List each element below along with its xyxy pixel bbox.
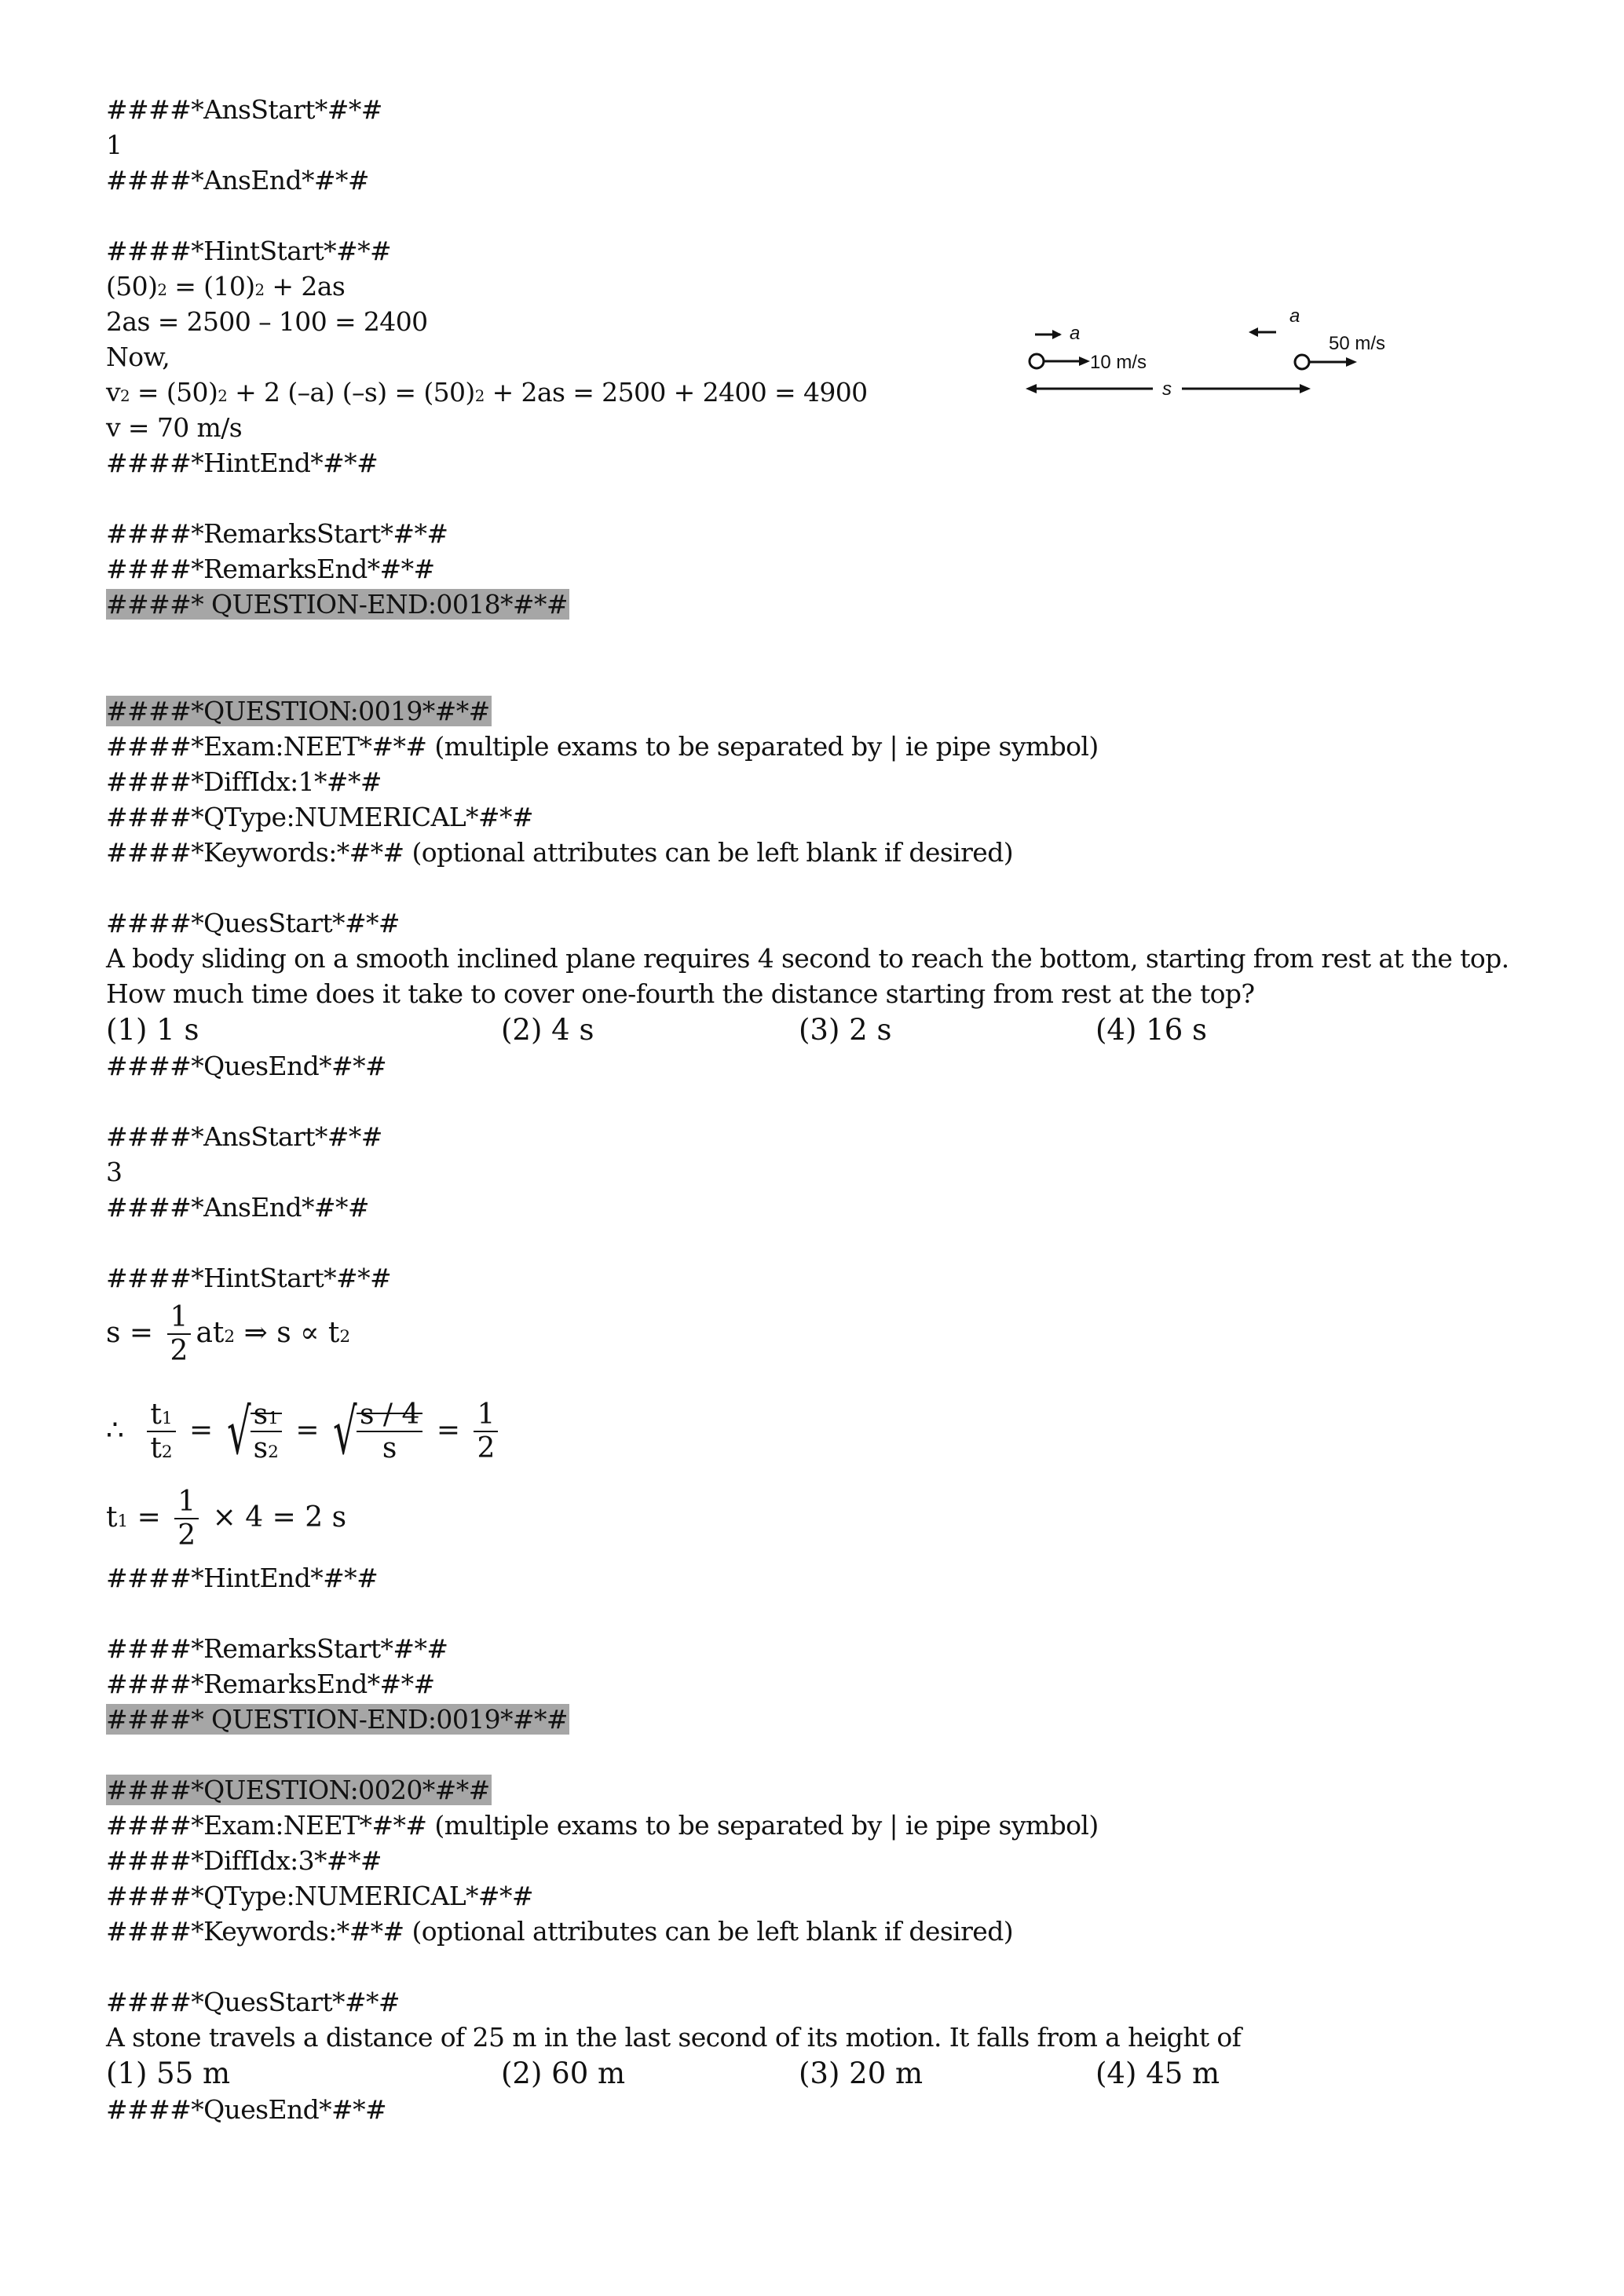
keywords-line: ####*Keywords:*#*# (optional attributes can be left blank if desired) (106, 837, 1014, 868)
ans-end-marker: ####*AnsEnd*#*# (106, 165, 369, 196)
hint-line-2: 2as = 2500 – 100 = 2400 (106, 306, 428, 337)
motion-diagram (1021, 298, 1461, 408)
ans-end-marker: ####*AnsEnd*#*# (106, 1192, 369, 1223)
hint-equation-1: s = $\frac{1}{2}$ $at^2$ ⇒ $s \propto t^2$ (106, 1301, 351, 1367)
question-text-1: A stone travels a distance of 25 m in the last second of its motion. It falls from a height of (106, 2022, 1242, 2053)
hint-end-marker: ####*HintEnd*#*# (106, 448, 379, 478)
qtype-line: ####*QType:NUMERICAL*#*# (106, 802, 533, 832)
ans-start-marker: ####*AnsStart*#*# (106, 94, 382, 125)
exam-line: ####*Exam:NEET*#*# (multiple exams to be separated by | ie pipe symbol) (106, 1810, 1099, 1841)
sqrt-quarter: √ $\frac{s / 4}{s}$ (333, 1399, 422, 1465)
option-1: (1) 55 m (106, 2057, 231, 2090)
accel-label-right: a (1289, 305, 1300, 327)
question-text-1: A body sliding on a smooth inclined plane requires 4 second to reach the bottom, starting from rest at the top. (106, 943, 1509, 974)
option-3: (3) 20 m (799, 2057, 924, 2090)
keywords-line: ####*Keywords:*#*# (optional attributes can be left blank if desired) (106, 1916, 1014, 1947)
ans-start-marker: ####*AnsStart*#*# (106, 1121, 382, 1152)
option-4: (4) 16 s (1095, 1013, 1208, 1047)
question-text-2: How much time does it take to cover one-fourth the distance starting from rest at the top? (106, 978, 1255, 1009)
qtype-line: ####*QType:NUMERICAL*#*# (106, 1881, 533, 1911)
accel-label-left: a (1070, 323, 1081, 344)
ques-start-marker: ####*QuesStart*#*# (106, 908, 400, 938)
ques-end-marker: ####*QuesEnd*#*# (106, 1051, 387, 1081)
question-marker-0019: ####*QUESTION:0019*#*# (106, 696, 490, 726)
option-4: (4) 45 m (1095, 2057, 1220, 2090)
ques-end-marker: ####*QuesEnd*#*# (106, 2094, 387, 2125)
velocity-label-50: 50 m/s (1329, 333, 1386, 354)
remarks-end-marker: ####*RemarksEnd*#*# (106, 554, 435, 584)
option-2: (2) 60 m (501, 2057, 626, 2090)
hint-end-marker: ####*HintEnd*#*# (106, 1563, 379, 1593)
hint-line-5: v = 70 m/s (106, 412, 243, 443)
ques-start-marker: ####*QuesStart*#*# (106, 1987, 400, 2017)
motion-diagram-svg (1021, 298, 1461, 408)
remarks-start-marker: ####*RemarksStart*#*# (106, 518, 448, 549)
diff-idx-line: ####*DiffIdx:1*#*# (106, 766, 382, 797)
hint-equation-2: ∴ $\frac{t_1}{t_2}$ = √ $\frac{s_1}{s_2}$ = √ $\frac{s / 4}{s}$ = $\frac{1}{2}$ (106, 1399, 503, 1465)
option-1: (1) 1 s (106, 1013, 199, 1047)
hint-line-1: $(50)^2 = (10)^2 + 2as$ (106, 271, 346, 302)
hint-line-3: Now, (106, 342, 170, 372)
question-end-marker-0019: ####* QUESTION-END:0019*#*# (106, 1704, 568, 1735)
hint-start-marker: ####*HintStart*#*# (106, 236, 392, 266)
answer-value: 3 (106, 1157, 123, 1187)
hint-start-marker: ####*HintStart*#*# (106, 1263, 392, 1293)
option-3: (3) 2 s (799, 1013, 892, 1047)
question-end-marker-0018: ####* QUESTION-END:0018*#*# (106, 589, 568, 620)
answer-value: 1 (106, 130, 123, 160)
fraction-half: $\frac{1}{2}$ (167, 1302, 192, 1368)
question-marker-0020: ####*QUESTION:0020*#*# (106, 1775, 490, 1805)
exam-line: ####*Exam:NEET*#*# (multiple exams to be separated by | ie pipe symbol) (106, 731, 1099, 762)
sqrt-s1-s2: √ $\frac{s_1}{s_2}$ (227, 1399, 282, 1465)
velocity-label-10: 10 m/s (1090, 352, 1147, 373)
hint-line-4: $v^2 = (50)^2 + 2$ (–a) $(-s) = (50)^2 + 2as = 2500 + 2400 = 4900$ (106, 377, 868, 408)
remarks-start-marker: ####*RemarksStart*#*# (106, 1633, 448, 1664)
remarks-end-marker: ####*RemarksEnd*#*# (106, 1669, 435, 1699)
option-2: (2) 4 s (501, 1013, 594, 1047)
distance-label-s: s (1162, 378, 1172, 400)
diff-idx-line: ####*DiffIdx:3*#*# (106, 1845, 382, 1876)
hint-equation-3: $t_1$ = $\frac{1}{2}$ × 4 = 2 s (106, 1486, 347, 1552)
